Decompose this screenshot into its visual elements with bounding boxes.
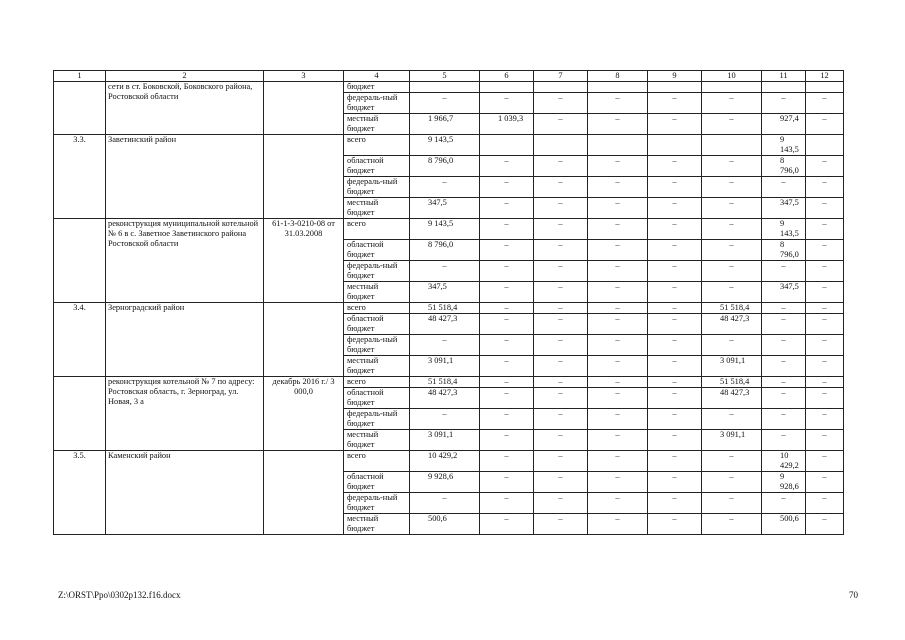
row-number: 3.3. bbox=[54, 135, 106, 219]
amount-cell: – bbox=[806, 493, 844, 514]
amount-cell: – bbox=[410, 409, 480, 430]
amount-cell: 51 518,4 bbox=[410, 303, 480, 314]
amount-cell: 927,4 bbox=[762, 114, 806, 135]
column-header-1: 1 bbox=[54, 71, 106, 82]
amount-cell: – bbox=[648, 219, 702, 240]
column-header-2: 2 bbox=[106, 71, 264, 82]
amount-cell: – bbox=[762, 356, 806, 377]
object-name: Каменский район bbox=[106, 451, 264, 535]
row-number: 3.5. bbox=[54, 451, 106, 535]
amount-cell: – bbox=[702, 261, 762, 282]
funding-source: федераль-ный бюджет bbox=[344, 93, 410, 114]
amount-cell: – bbox=[702, 156, 762, 177]
amount-cell: 3 091,1 bbox=[410, 430, 480, 451]
amount-cell: – bbox=[588, 430, 648, 451]
amount-cell: – bbox=[648, 377, 702, 388]
document-reference bbox=[264, 303, 344, 377]
column-header-9: 9 bbox=[648, 71, 702, 82]
funding-source: всего bbox=[344, 219, 410, 240]
amount-cell: – bbox=[806, 198, 844, 219]
funding-source: местный бюджет bbox=[344, 282, 410, 303]
amount-cell: – bbox=[762, 430, 806, 451]
amount-cell: – bbox=[702, 114, 762, 135]
amount-cell: – bbox=[702, 282, 762, 303]
amount-cell: 347,5 bbox=[762, 198, 806, 219]
amount-cell: 8 796,0 bbox=[762, 240, 806, 261]
amount-cell: 3 091,1 bbox=[702, 356, 762, 377]
column-header-8: 8 bbox=[588, 71, 648, 82]
amount-cell: 51 518,4 bbox=[702, 303, 762, 314]
document-reference: декабрь 2016 г./ 3 000,0 bbox=[264, 377, 344, 451]
object-name: реконструкция муниципальной котельной № 6 в с. Заветное Заветинского района Ростовской области bbox=[106, 219, 264, 303]
amount-cell: – bbox=[534, 114, 588, 135]
amount-cell: – bbox=[534, 356, 588, 377]
amount-cell bbox=[410, 82, 480, 93]
amount-cell: 347,5 bbox=[410, 282, 480, 303]
funding-source: федераль-ный бюджет bbox=[344, 261, 410, 282]
amount-cell: – bbox=[762, 261, 806, 282]
amount-cell: – bbox=[410, 335, 480, 356]
amount-cell: – bbox=[762, 335, 806, 356]
amount-cell: – bbox=[806, 409, 844, 430]
amount-cell: 48 427,3 bbox=[702, 388, 762, 409]
amount-cell: – bbox=[480, 335, 534, 356]
amount-cell: – bbox=[588, 514, 648, 535]
amount-cell: – bbox=[534, 303, 588, 314]
amount-cell: – bbox=[648, 388, 702, 409]
funding-source: федераль-ный бюджет bbox=[344, 335, 410, 356]
funding-source: федераль-ный бюджет bbox=[344, 177, 410, 198]
amount-cell: – bbox=[648, 240, 702, 261]
amount-cell: – bbox=[410, 493, 480, 514]
amount-cell: – bbox=[534, 314, 588, 335]
amount-cell: – bbox=[534, 177, 588, 198]
amount-cell: 9 928,6 bbox=[410, 472, 480, 493]
funding-source: областной бюджет bbox=[344, 156, 410, 177]
amount-cell: 1 966,7 bbox=[410, 114, 480, 135]
amount-cell: 8 796,0 bbox=[410, 156, 480, 177]
budget-table bbox=[53, 70, 844, 535]
amount-cell: – bbox=[588, 240, 648, 261]
amount-cell: – bbox=[588, 261, 648, 282]
funding-source: федераль-ный бюджет bbox=[344, 409, 410, 430]
amount-cell: 3 091,1 bbox=[410, 356, 480, 377]
amount-cell: 48 427,3 bbox=[702, 314, 762, 335]
amount-cell bbox=[648, 82, 702, 93]
amount-cell: – bbox=[702, 409, 762, 430]
amount-cell: – bbox=[480, 451, 534, 472]
amount-cell bbox=[534, 82, 588, 93]
column-header-4: 4 bbox=[344, 71, 410, 82]
table-row bbox=[54, 377, 844, 388]
table-header bbox=[54, 71, 844, 82]
amount-cell: – bbox=[648, 198, 702, 219]
amount-cell: – bbox=[534, 472, 588, 493]
table-row bbox=[54, 82, 844, 93]
table-row bbox=[54, 135, 844, 156]
amount-cell: – bbox=[806, 451, 844, 472]
amount-cell: – bbox=[702, 493, 762, 514]
amount-cell: – bbox=[648, 335, 702, 356]
funding-source: местный бюджет bbox=[344, 198, 410, 219]
amount-cell: – bbox=[702, 198, 762, 219]
funding-source: областной бюджет bbox=[344, 472, 410, 493]
amount-cell bbox=[480, 82, 534, 93]
amount-cell: – bbox=[762, 493, 806, 514]
row-number bbox=[54, 82, 106, 135]
amount-cell: – bbox=[534, 409, 588, 430]
amount-cell: – bbox=[588, 493, 648, 514]
amount-cell: – bbox=[648, 114, 702, 135]
row-number bbox=[54, 219, 106, 303]
amount-cell: – bbox=[702, 93, 762, 114]
amount-cell: – bbox=[702, 451, 762, 472]
amount-cell: – bbox=[806, 177, 844, 198]
column-header-10: 10 bbox=[702, 71, 762, 82]
amount-cell: – bbox=[480, 240, 534, 261]
amount-cell: – bbox=[480, 493, 534, 514]
amount-cell: 9 143,5 bbox=[410, 219, 480, 240]
amount-cell: – bbox=[588, 282, 648, 303]
amount-cell: – bbox=[480, 303, 534, 314]
row-number: 3.4. bbox=[54, 303, 106, 377]
amount-cell: – bbox=[702, 177, 762, 198]
amount-cell: – bbox=[588, 303, 648, 314]
amount-cell: – bbox=[480, 314, 534, 335]
amount-cell: – bbox=[588, 356, 648, 377]
amount-cell: – bbox=[648, 156, 702, 177]
amount-cell: – bbox=[534, 430, 588, 451]
amount-cell: – bbox=[648, 451, 702, 472]
amount-cell: – bbox=[648, 261, 702, 282]
amount-cell: 8 796,0 bbox=[762, 156, 806, 177]
funding-source: всего bbox=[344, 377, 410, 388]
table-body bbox=[54, 82, 844, 535]
amount-cell: – bbox=[648, 472, 702, 493]
funding-source: всего bbox=[344, 135, 410, 156]
amount-cell: – bbox=[534, 388, 588, 409]
amount-cell: – bbox=[806, 93, 844, 114]
amount-cell: – bbox=[806, 356, 844, 377]
amount-cell: 9 143,5 bbox=[410, 135, 480, 156]
amount-cell: – bbox=[648, 409, 702, 430]
amount-cell: – bbox=[480, 219, 534, 240]
amount-cell: 10 429,2 bbox=[410, 451, 480, 472]
amount-cell: – bbox=[762, 377, 806, 388]
amount-cell: – bbox=[648, 514, 702, 535]
amount-cell bbox=[588, 82, 648, 93]
page-number: 70 bbox=[849, 590, 858, 600]
document-reference bbox=[264, 135, 344, 219]
funding-source: федераль-ный бюджет bbox=[344, 493, 410, 514]
amount-cell: – bbox=[588, 451, 648, 472]
amount-cell: – bbox=[588, 114, 648, 135]
amount-cell: – bbox=[534, 219, 588, 240]
amount-cell: 3 091,1 bbox=[702, 430, 762, 451]
funding-source: областной бюджет bbox=[344, 388, 410, 409]
column-header-3: 3 bbox=[264, 71, 344, 82]
amount-cell: – bbox=[648, 303, 702, 314]
amount-cell: 48 427,3 bbox=[410, 314, 480, 335]
amount-cell bbox=[534, 135, 588, 156]
amount-cell: – bbox=[480, 198, 534, 219]
amount-cell: – bbox=[480, 156, 534, 177]
amount-cell: – bbox=[588, 93, 648, 114]
amount-cell: – bbox=[806, 472, 844, 493]
amount-cell bbox=[480, 135, 534, 156]
amount-cell: – bbox=[648, 314, 702, 335]
amount-cell: – bbox=[806, 240, 844, 261]
object-name: Заветинский район bbox=[106, 135, 264, 219]
amount-cell: – bbox=[588, 156, 648, 177]
amount-cell: – bbox=[410, 177, 480, 198]
amount-cell: 8 796,0 bbox=[410, 240, 480, 261]
amount-cell: 10 429,2 bbox=[762, 451, 806, 472]
funding-source: местный бюджет bbox=[344, 114, 410, 135]
amount-cell: – bbox=[648, 177, 702, 198]
amount-cell: – bbox=[480, 430, 534, 451]
amount-cell: 48 427,3 bbox=[410, 388, 480, 409]
table-row bbox=[54, 451, 844, 472]
amount-cell: – bbox=[702, 219, 762, 240]
amount-cell: – bbox=[534, 335, 588, 356]
object-name: Зерноградский район bbox=[106, 303, 264, 377]
amount-cell: – bbox=[806, 314, 844, 335]
amount-cell: – bbox=[806, 514, 844, 535]
amount-cell: – bbox=[762, 409, 806, 430]
funding-source: местный бюджет bbox=[344, 430, 410, 451]
table-row bbox=[54, 219, 844, 240]
amount-cell: – bbox=[480, 388, 534, 409]
amount-cell: 9 143,5 bbox=[762, 135, 806, 156]
column-header-6: 6 bbox=[480, 71, 534, 82]
amount-cell: – bbox=[534, 493, 588, 514]
funding-source: бюджет bbox=[344, 82, 410, 93]
amount-cell: – bbox=[702, 335, 762, 356]
amount-cell: – bbox=[534, 156, 588, 177]
amount-cell: – bbox=[534, 282, 588, 303]
amount-cell bbox=[702, 82, 762, 93]
column-header-11: 11 bbox=[762, 71, 806, 82]
amount-cell: – bbox=[534, 514, 588, 535]
amount-cell: – bbox=[648, 93, 702, 114]
amount-cell: – bbox=[762, 93, 806, 114]
amount-cell bbox=[702, 135, 762, 156]
amount-cell: – bbox=[534, 377, 588, 388]
amount-cell: – bbox=[806, 430, 844, 451]
amount-cell bbox=[588, 135, 648, 156]
amount-cell: – bbox=[648, 430, 702, 451]
amount-cell: – bbox=[534, 93, 588, 114]
amount-cell: – bbox=[480, 282, 534, 303]
amount-cell: – bbox=[762, 388, 806, 409]
funding-source: всего bbox=[344, 303, 410, 314]
footer-file-path: Z:\ORST\Ppo\0302p132.f16.docx bbox=[58, 590, 181, 600]
amount-cell: 500,6 bbox=[762, 514, 806, 535]
amount-cell: – bbox=[806, 282, 844, 303]
row-number bbox=[54, 377, 106, 451]
amount-cell: – bbox=[648, 493, 702, 514]
amount-cell: – bbox=[480, 356, 534, 377]
amount-cell: – bbox=[588, 388, 648, 409]
funding-source: местный бюджет bbox=[344, 514, 410, 535]
amount-cell: – bbox=[588, 177, 648, 198]
amount-cell: – bbox=[806, 335, 844, 356]
amount-cell: 9 928,6 bbox=[762, 472, 806, 493]
amount-cell: 347,5 bbox=[762, 282, 806, 303]
amount-cell: – bbox=[762, 314, 806, 335]
amount-cell bbox=[806, 135, 844, 156]
amount-cell: – bbox=[806, 303, 844, 314]
amount-cell: 347,5 bbox=[410, 198, 480, 219]
amount-cell: – bbox=[702, 514, 762, 535]
amount-cell: – bbox=[588, 409, 648, 430]
object-name: сети в ст. Боковской, Боковского района, Ростовской области bbox=[106, 82, 264, 135]
table-row bbox=[54, 303, 844, 314]
amount-cell: – bbox=[534, 198, 588, 219]
amount-cell bbox=[762, 82, 806, 93]
amount-cell: – bbox=[806, 114, 844, 135]
amount-cell: – bbox=[410, 261, 480, 282]
amount-cell: 51 518,4 bbox=[410, 377, 480, 388]
amount-cell: – bbox=[480, 177, 534, 198]
column-header-5: 5 bbox=[410, 71, 480, 82]
amount-cell: – bbox=[806, 219, 844, 240]
header-row bbox=[54, 71, 844, 82]
amount-cell: – bbox=[806, 261, 844, 282]
amount-cell: – bbox=[410, 93, 480, 114]
amount-cell: – bbox=[480, 261, 534, 282]
amount-cell: – bbox=[480, 93, 534, 114]
funding-source: местный бюджет bbox=[344, 356, 410, 377]
amount-cell: – bbox=[588, 219, 648, 240]
amount-cell: – bbox=[762, 303, 806, 314]
funding-source: всего bbox=[344, 451, 410, 472]
amount-cell: – bbox=[648, 282, 702, 303]
column-header-7: 7 bbox=[534, 71, 588, 82]
column-header-12: 12 bbox=[806, 71, 844, 82]
amount-cell: – bbox=[762, 177, 806, 198]
amount-cell: – bbox=[702, 240, 762, 261]
amount-cell: – bbox=[806, 156, 844, 177]
amount-cell: – bbox=[534, 240, 588, 261]
amount-cell: – bbox=[480, 472, 534, 493]
document-reference: 61-1-3-0210-08 от 31.03.2008 bbox=[264, 219, 344, 303]
amount-cell: – bbox=[588, 314, 648, 335]
funding-source: областной бюджет bbox=[344, 240, 410, 261]
document-reference bbox=[264, 451, 344, 535]
amount-cell: 1 039,3 bbox=[480, 114, 534, 135]
amount-cell: – bbox=[480, 409, 534, 430]
amount-cell: – bbox=[588, 198, 648, 219]
amount-cell bbox=[806, 82, 844, 93]
document-reference bbox=[264, 82, 344, 135]
amount-cell: – bbox=[480, 377, 534, 388]
amount-cell: – bbox=[534, 261, 588, 282]
amount-cell: – bbox=[588, 472, 648, 493]
amount-cell: 500,6 bbox=[410, 514, 480, 535]
amount-cell: – bbox=[480, 514, 534, 535]
amount-cell: – bbox=[588, 377, 648, 388]
amount-cell: – bbox=[534, 451, 588, 472]
amount-cell: – bbox=[702, 472, 762, 493]
amount-cell: – bbox=[806, 377, 844, 388]
amount-cell: – bbox=[806, 388, 844, 409]
amount-cell: – bbox=[588, 335, 648, 356]
funding-source: областной бюджет bbox=[344, 314, 410, 335]
amount-cell bbox=[648, 135, 702, 156]
amount-cell: – bbox=[648, 356, 702, 377]
amount-cell: 51 518,4 bbox=[702, 377, 762, 388]
amount-cell: 9 143,5 bbox=[762, 219, 806, 240]
object-name: реконструкция котельной № 7 по адресу: Ростовская область, г. Зерноград, ул. Новая, 3 а bbox=[106, 377, 264, 451]
